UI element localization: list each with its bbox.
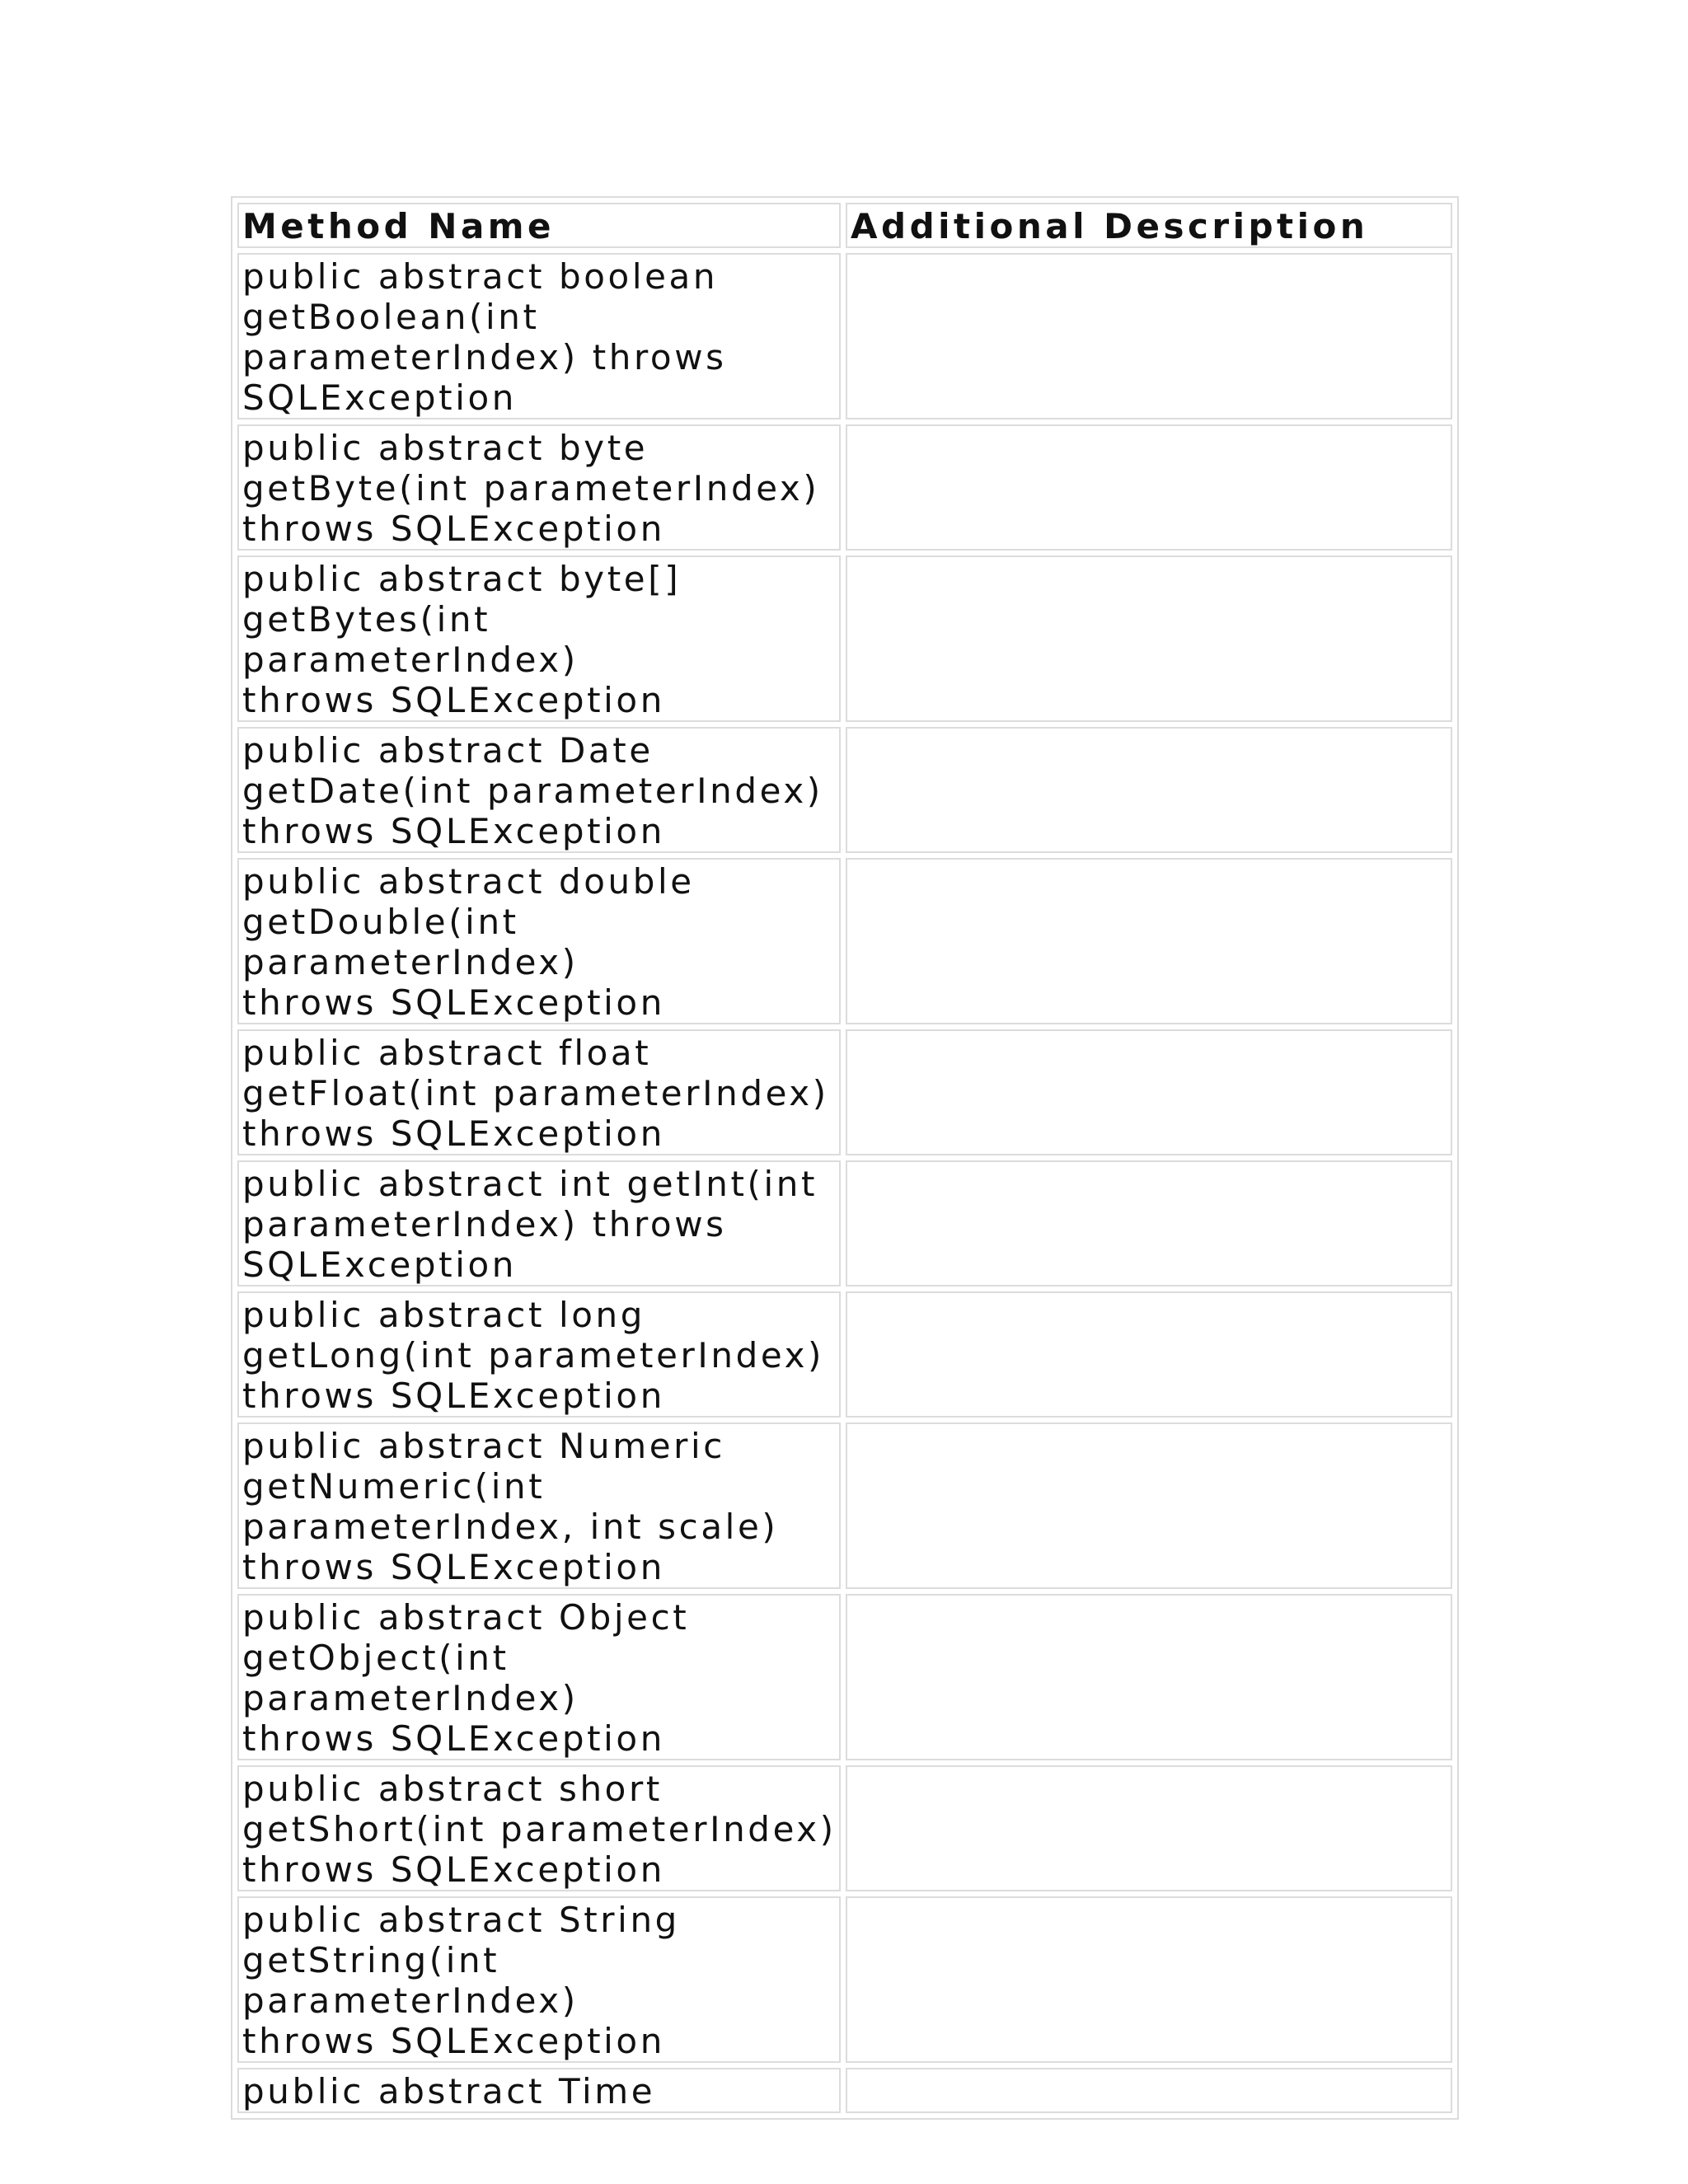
method-signature-line: throws SQLException (242, 1849, 665, 1890)
method-signature-line: throws SQLException (242, 1113, 665, 1154)
table-row (237, 1160, 1452, 1286)
method-signature-line: getNumeric(int (242, 1466, 546, 1507)
method-signature-line: throws SQLException (242, 811, 665, 851)
methods-table (231, 196, 1459, 2120)
method-signature-line: public abstract double (242, 861, 695, 902)
table-header-row (237, 203, 1452, 248)
method-name-cell (237, 1594, 841, 1760)
method-signature-line: public abstract Numeric (242, 1426, 725, 1466)
description-cell (846, 1594, 1452, 1760)
method-signature-line: getString(int parameterIndex) (242, 1940, 579, 2021)
method-signature-line: getBoolean(int (242, 297, 540, 337)
table-row (237, 1422, 1452, 1589)
table-row (237, 1594, 1452, 1760)
description-cell (846, 2068, 1452, 2113)
table-row (237, 2068, 1452, 2113)
method-signature-line: throws SQLException (242, 982, 665, 1023)
table-row (237, 253, 1452, 419)
method-signature-line: getLong(int parameterIndex) (242, 1335, 825, 1376)
description-cell (846, 1422, 1452, 1589)
method-name-cell (237, 1422, 841, 1589)
method-signature-line: getDouble(int parameterIndex) (242, 902, 579, 982)
method-name-cell (237, 424, 841, 551)
method-signature-line: public abstract int getInt(int (242, 1164, 818, 1204)
description-cell (846, 1896, 1452, 2063)
description-cell (846, 1765, 1452, 1891)
method-signature-line: getByte(int parameterIndex) (242, 468, 820, 509)
method-signature-line: public abstract Time (242, 2071, 656, 2111)
method-signature-line: public abstract Date (242, 730, 654, 771)
description-cell (846, 424, 1452, 551)
description-cell (846, 1291, 1452, 1418)
method-signature-line: public abstract boolean (242, 256, 719, 297)
table-row (237, 1765, 1452, 1891)
method-signature-line: SQLException (242, 1244, 518, 1285)
method-signature-line: parameterIndex) throws (242, 337, 727, 377)
method-name-cell (237, 1160, 841, 1286)
method-signature-line: throws SQLException (242, 1547, 665, 1587)
method-name-cell (237, 2068, 841, 2113)
method-name-cell (237, 253, 841, 419)
method-signature-line: public abstract long (242, 1295, 646, 1335)
method-name-cell (237, 727, 841, 853)
table-row (237, 555, 1452, 722)
method-signature-line: public abstract Object (242, 1597, 690, 1638)
method-name-cell (237, 1896, 841, 2063)
method-name-cell (237, 1291, 841, 1418)
table-row (237, 1896, 1452, 2063)
table-row (237, 1029, 1452, 1155)
method-signature-line: throws SQLException (242, 2021, 665, 2061)
method-signature-line: public abstract byte (242, 428, 649, 468)
document-page (231, 196, 1456, 2120)
description-cell (846, 1029, 1452, 1155)
method-signature-line: public abstract byte[] (242, 559, 682, 599)
method-signature-line: parameterIndex, int scale) (242, 1507, 779, 1547)
table-row (237, 1291, 1452, 1418)
description-cell (846, 253, 1452, 419)
method-name-cell (237, 555, 841, 722)
method-signature-line: public abstract short (242, 1769, 663, 1809)
method-name-cell (237, 1765, 841, 1891)
method-name-cell (237, 858, 841, 1024)
method-signature-line: SQLException (242, 377, 518, 418)
method-signature-line: getShort(int parameterIndex) (242, 1809, 837, 1849)
method-signature-line: getDate(int parameterIndex) (242, 771, 823, 811)
description-cell (846, 858, 1452, 1024)
method-signature-line: throws SQLException (242, 680, 665, 720)
description-cell (846, 1160, 1452, 1286)
header-method-name: Method Name (237, 203, 841, 248)
method-name-cell (237, 1029, 841, 1155)
method-signature-line: parameterIndex) throws (242, 1204, 727, 1244)
method-signature-line: getBytes(int parameterIndex) (242, 599, 579, 680)
method-signature-line: public abstract float (242, 1033, 652, 1073)
description-cell (846, 727, 1452, 853)
header-additional-description: Additional Description (846, 203, 1452, 248)
method-signature-line: throws SQLException (242, 1718, 665, 1759)
method-signature-line: getFloat(int parameterIndex) (242, 1073, 829, 1113)
method-signature-line: throws SQLException (242, 1376, 665, 1416)
table-body (237, 253, 1452, 2113)
method-signature-line: public abstract String (242, 1900, 680, 1940)
method-signature-line: getObject(int parameterIndex) (242, 1638, 579, 1718)
table-row (237, 858, 1452, 1024)
description-cell (846, 555, 1452, 722)
method-signature-line: throws SQLException (242, 509, 665, 549)
table-row (237, 727, 1452, 853)
table-row (237, 424, 1452, 551)
